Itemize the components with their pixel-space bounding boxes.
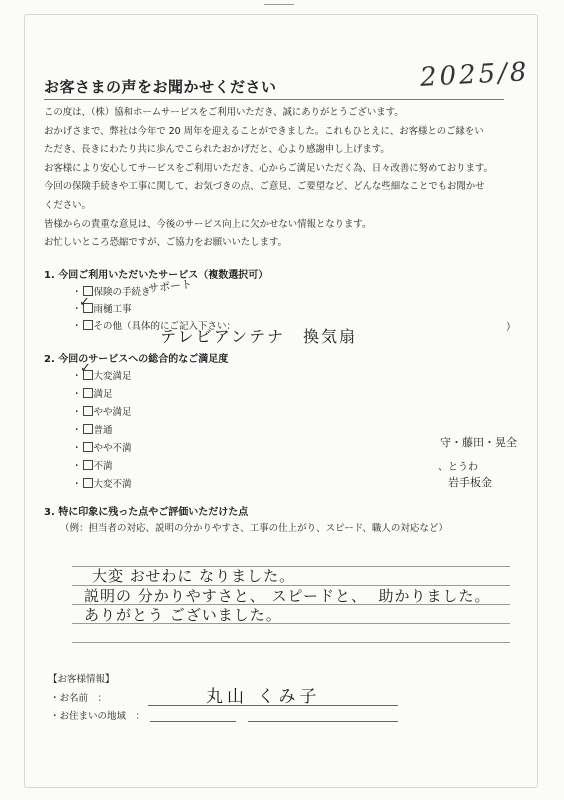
intro-line: お忙しいところ恐縮ですが、ご協力をお願いいたします。: [44, 237, 288, 249]
option-label: 大変満足: [93, 371, 132, 382]
checkbox[interactable]: [83, 460, 93, 470]
option-label: やや満足: [93, 407, 132, 418]
q1-option[interactable]: ・ 雨樋工事: [72, 304, 132, 315]
checkbox[interactable]: [83, 478, 93, 488]
intro-line: ください。: [44, 199, 91, 211]
check-mark-icon: ✓: [79, 295, 90, 310]
intro-line: この度は、（株）協和ホームサービスをご利用いただき、誠にありがとうございます。: [44, 107, 404, 118]
q2-option[interactable]: ・ やや不満: [72, 443, 132, 454]
name-label: ・お名前 ：: [50, 693, 108, 704]
q1-option[interactable]: ・ その他（具体的にご記入下さい：: [72, 321, 237, 332]
option-label: 雨樋工事: [93, 304, 132, 315]
area-label: ・お住まいの地域 ：: [50, 711, 146, 722]
handwritten-answer-line: 大変 おせわに なりました。: [92, 567, 296, 585]
q2-title: 2. 今回のサービスへの総合的なご満足度: [44, 354, 229, 365]
option-label: その他（具体的にご記入下さい：: [93, 321, 237, 332]
q2-option[interactable]: ・ 大変満足: [72, 371, 132, 382]
intro-text: [44, 104, 514, 253]
option-label: 保険の手続き: [93, 287, 151, 298]
q2-option[interactable]: ・ 満足: [72, 389, 113, 400]
checkbox[interactable]: [83, 424, 93, 434]
intro-line: お客様により安心してサービスをご利用いただき、心からご満足いただく為、日々改善に努めております。: [44, 162, 493, 174]
check-mark-icon: ✓: [80, 361, 91, 376]
option-label: やや不満: [93, 443, 132, 454]
page-title: お客さまの声をお聞かせください: [44, 78, 277, 96]
option-label: 満足: [93, 389, 113, 400]
option-label: 普通: [93, 425, 113, 436]
close-paren: ）: [506, 322, 516, 333]
q2-option[interactable]: ・ 普通: [72, 425, 113, 436]
intro-line: 今回の保険手続きや工事に関して、お気づきの点、ご意見、ご要望など、どんな些細なことでもお聞かせ: [44, 181, 485, 193]
checkbox[interactable]: [83, 442, 93, 452]
title-underline: [44, 99, 504, 100]
checkbox[interactable]: [83, 388, 93, 398]
handwritten-answer-line: 説明の 分かりやすさと、 スピードと、 助かりました。: [84, 587, 491, 605]
handwritten-side-note: 岩手板金: [448, 476, 492, 489]
q2-option[interactable]: ・ 大変不満: [72, 479, 132, 490]
name-field[interactable]: 丸山 くみ子: [206, 687, 321, 707]
checkbox[interactable]: [83, 406, 93, 416]
handwritten-answer-line: ありがとう ございました。: [84, 606, 282, 624]
handwritten-side-note: 、とうわ: [438, 462, 478, 473]
intro-line: ただき、長きにわたり共に歩んでこられたおかげだと、心より感謝申し上げます。: [44, 144, 390, 156]
handwritten-side-note: 守・藤田・晃全: [440, 436, 517, 449]
handwritten-other-answer: テレビアンテナ 換気扇: [160, 327, 358, 346]
customer-info-heading: 【お客様情報】: [48, 674, 115, 685]
q2-option[interactable]: ・ やや満足: [72, 407, 132, 418]
option-label: 不満: [93, 461, 113, 472]
q2-option[interactable]: ・ 不満: [72, 461, 113, 472]
answer-line: [72, 642, 510, 643]
option-label: 大変不満: [93, 479, 132, 490]
intro-line: おかげさまで、弊社は今年で 20 周年を迎えることができました。これもひとえに、お客様とのご縁をい: [44, 125, 484, 137]
q3-title: 3. 特に印象に残った点やご評価いただけた点: [44, 507, 249, 518]
area-underline-2: [248, 721, 398, 722]
q1-title: 1. 今回ご利用いただいたサービス（複数選択可）: [44, 270, 269, 281]
top-mark: [264, 4, 294, 5]
intro-line: 皆様からの貴重な意見は、今後のサービス向上に欠かせない情報となります。: [44, 218, 372, 230]
handwritten-date: 2025/8: [419, 57, 531, 93]
checkbox[interactable]: [83, 320, 93, 330]
q1-option[interactable]: ・ 保険の手続き: [72, 287, 151, 298]
q3-example: （例：担当者の対応、説明の分かりやすさ、工事の仕上がり、スピード、職人の対応など）: [60, 523, 448, 534]
area-underline-1: [150, 721, 236, 722]
handwritten-note: サポート: [147, 277, 193, 296]
